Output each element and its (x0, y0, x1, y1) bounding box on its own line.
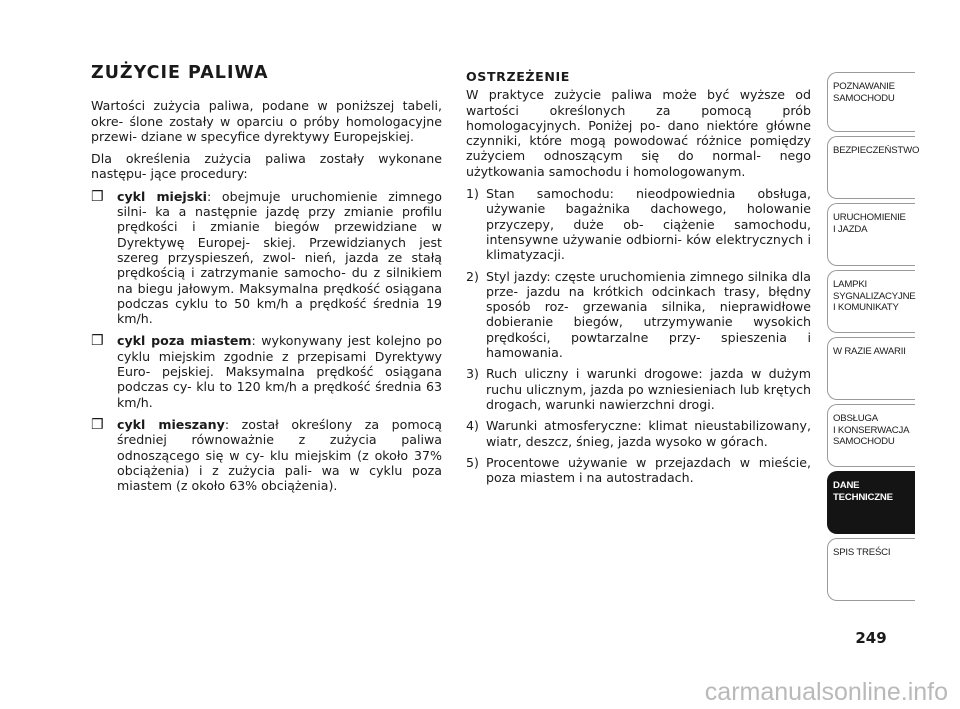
bullet-extra-urban-cycle (91, 333, 442, 409)
item-number: 4) (466, 418, 479, 434)
item-text: Stan samochodu: nieodpowiednia obsługa, używanie bagażnika dachowego, holowanie przyczepy, duże ob- ciążenie samochodu, intensywne używanie odbiorni- ków elektrycznych i klimatyzacji. (486, 186, 811, 263)
bullet-text: : obejmuje uruchomienie zimnego silni- ka a następnie jazdę przy zmianie profilu prędkości i zmianie biegów przewidziane w Dyrektywę Europej- skiej. Przewidzianych jest szereg przyspieszeń, zwol- nień, jazda ze stałą prędkością i zatrzymanie samocho- du z silnikiem na biegu jałowym. Maksymalna prędkość osiągana podczas cyklu to 50 km/h a prędkość średnia 19 km/h. (117, 188, 442, 327)
item-number: 3) (466, 366, 479, 382)
tab-dane-techniczne[interactable]: DANE TECHNICZNE (827, 471, 915, 534)
tab-uruchomienie-i-jazda[interactable]: URUCHOMIENIE I JAZDA (827, 203, 915, 266)
watermark: carmanualsonline.info (704, 678, 948, 706)
item-text: Procentowe używanie w przejazdach w mieście, poza miastem i na autostradach. (486, 454, 811, 486)
chapter-tabs (827, 72, 920, 605)
factor-item (466, 269, 811, 361)
item-text: Styl jazdy: częste uruchomienia zimnego silnika dla prze- jazdu na krótkich odcinkach trasy, błędny sposób roz- grzewania silnika, nieprawidłowe dobieranie biegów, utrzymywanie wysokich prędkości, powtarzalne przy- spieszenia i hamowania. (486, 268, 811, 361)
warning-intro: W praktyce zużycie paliwa może być wyższe od wartości określonych za pomocą prób homologacyjnych. Poniżej po- dano niektóre główne czynniki, które mogą powodować różnice pomiędzy zużyciem odnoszącym się do normal- nego użytkowania samochodu i homologowanym. (466, 87, 811, 179)
item-text: Ruch uliczny i warunki drogowe: jazda w dużym ruchu ulicznym, jazda po wzniesieniach lub krętych drogach, warunki nawierzchni drogi. (486, 366, 811, 412)
item-number: 2) (466, 268, 479, 284)
checkbox-bullet-icon: ❒ (91, 333, 104, 350)
section-title: ZUŻYCIE PALIWA (91, 63, 269, 83)
warning-heading: OSTRZEŻENIE (466, 69, 570, 84)
tab-lampki-sygnalizacyjne[interactable]: LAMPKI SYGNALIZACYJNE I KOMUNIKATY (827, 270, 915, 333)
item-text: Warunki atmosferyczne: klimat nieustabilizowany, wiatr, deszcz, śnieg, jazda wysoko w górach. (486, 418, 811, 449)
bullet-urban-cycle (91, 189, 442, 327)
intro-paragraph: Wartości zużycia paliwa, podane w poniższej tabeli, okre- ślone zostały w oparciu o próby homologacyjne przewi- dziane w specyfice dyrektywy Europejskiej. (91, 98, 442, 144)
bullet-text: : wykonywany jest kolejno po cyklu miejskim zgodnie z przepisami Dyrektywy Euro- pejskiej. Maksymalna prędkość osiągana podczas cy- klu to 120 km/h a prędkość średnia 63 km/h. (117, 333, 443, 410)
item-number: 5) (466, 454, 479, 470)
tab-obsluga-i-konserwacja[interactable]: OBSŁUGA I KONSERWACJA SAMOCHODU (827, 404, 915, 467)
bullet-text: : został określony za pomocą średniej równoważnie z zużycia paliwa odnoszącego się w cy- klu miejskim (z około 37% obciążenia) i z zużycia pali- wa w cyklu poza miastem (z około 63% obciążenia). (117, 416, 442, 494)
tab-poznawanie-samochodu[interactable]: POZNAWANIE SAMOCHODU (827, 72, 915, 132)
factor-item (466, 186, 811, 262)
bullet-term: cykl miejski (117, 188, 207, 204)
tab-bezpieczenstwo[interactable]: BEZPIECZEŃSTWO (827, 136, 915, 199)
factor-item (466, 455, 811, 486)
bullet-term: cykl poza miastem (117, 333, 252, 349)
factor-item (466, 418, 811, 449)
factor-item (466, 366, 811, 412)
bullet-term: cykl mieszany (117, 416, 225, 432)
checkbox-bullet-icon: ❒ (91, 416, 104, 433)
item-number: 1) (466, 186, 479, 202)
procedures-paragraph: Dla określenia zużycia paliwa zostały wykonane następu- jące procedury: (91, 151, 442, 182)
page-number: 249 (855, 629, 887, 647)
tab-w-razie-awarii[interactable]: W RAZIE AWARII (827, 337, 915, 400)
left-column (91, 60, 442, 500)
tab-spis-tresci[interactable]: SPIS TREŚCI (827, 538, 915, 601)
checkbox-bullet-icon: ❒ (91, 188, 104, 205)
bullet-combined-cycle (91, 417, 442, 493)
right-column (466, 60, 811, 491)
